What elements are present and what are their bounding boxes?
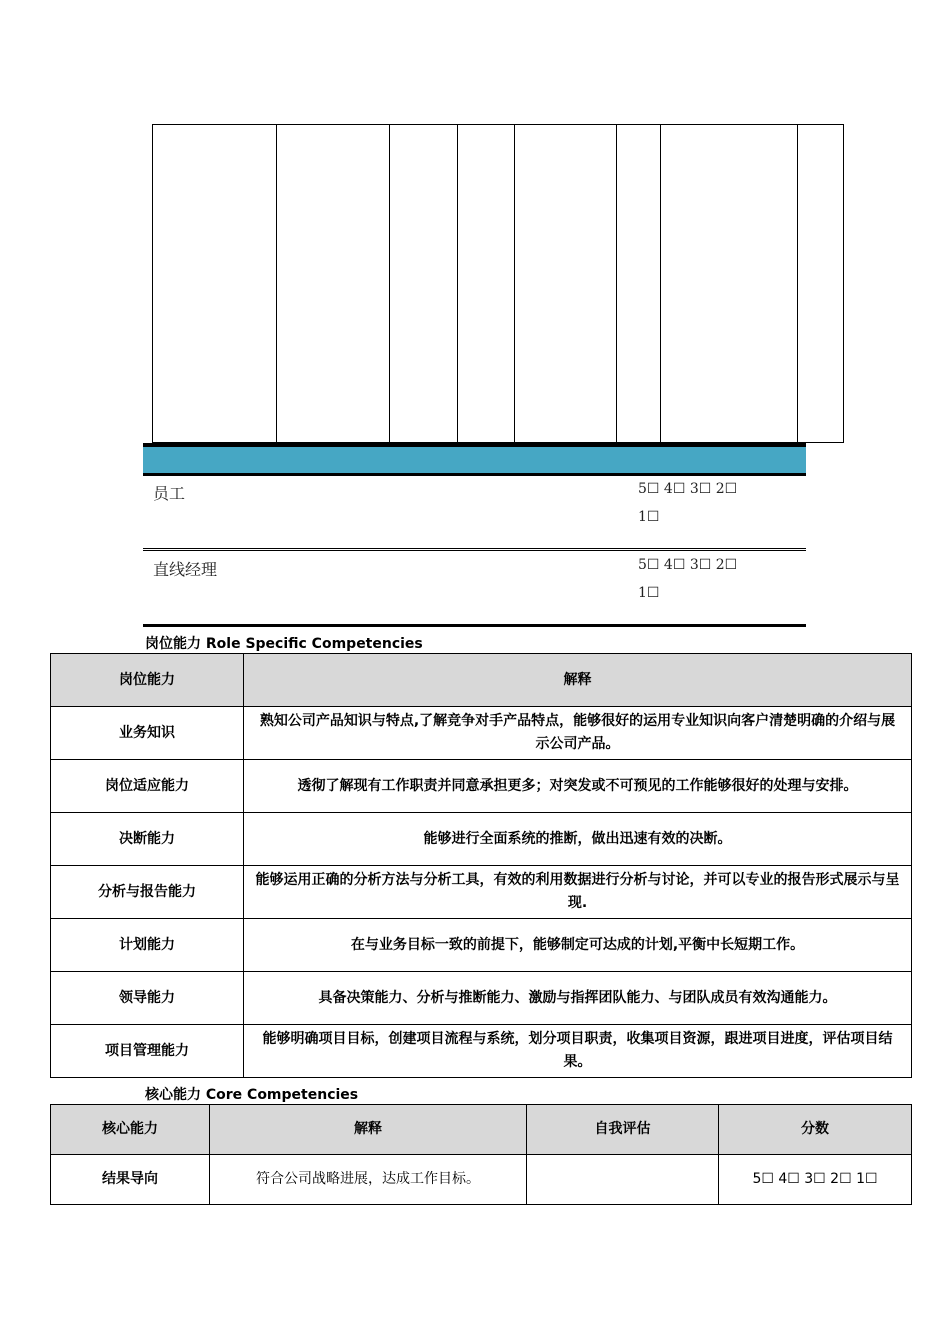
core-section-title: 核心能力 Core Competencies	[145, 1087, 359, 1103]
grid-divider	[797, 124, 798, 444]
table-row	[51, 1025, 912, 1078]
competency-name: 结果导向	[51, 1155, 210, 1205]
table-row	[51, 813, 912, 866]
grid-divider	[660, 124, 661, 444]
manager-rating-line1[interactable]: 5☐ 4☐ 3☐ 2☐	[638, 557, 738, 573]
competency-name: 项目管理能力	[51, 1025, 244, 1078]
rule-thick	[143, 473, 806, 476]
role-competency-table	[50, 653, 912, 1078]
grid-divider	[514, 124, 515, 444]
column-header: 解释	[244, 654, 912, 707]
column-header: 自我评估	[527, 1105, 719, 1155]
column-header: 岗位能力	[51, 654, 244, 707]
grid-divider	[389, 124, 390, 444]
manager-rating-line2[interactable]: 1☐	[638, 585, 660, 601]
competency-name: 岗位适应能力	[51, 760, 244, 813]
employee-label: 员工	[153, 484, 186, 503]
competency-name: 业务知识	[51, 707, 244, 760]
competency-desc: 在与业务目标一致的前提下，能够制定可达成的计划,平衡中长短期工作。	[244, 919, 912, 972]
manager-label: 直线经理	[153, 560, 218, 579]
competency-desc: 能够明确项目目标，创建项目流程与系统，划分项目职责，收集项目资源，跟进项目进度，评估项目结果。	[244, 1025, 912, 1078]
table-row	[51, 972, 912, 1025]
grid-divider	[616, 124, 617, 444]
employee-rating-line2[interactable]: 1☐	[638, 509, 660, 525]
table-row	[51, 1155, 912, 1205]
grid-divider	[457, 124, 458, 444]
role-section-title: 岗位能力 Role Specific Competencies	[145, 636, 423, 652]
employee-rating-line1[interactable]: 5☐ 4☐ 3☐ 2☐	[638, 481, 738, 497]
empty-grid-frame	[152, 124, 844, 443]
competency-name: 计划能力	[51, 919, 244, 972]
competency-name: 领导能力	[51, 972, 244, 1025]
grid-divider	[276, 124, 277, 444]
column-header: 解释	[210, 1105, 527, 1155]
competency-desc: 能够运用正确的分析方法与分析工具，有效的利用数据进行分析与讨论，并可以专业的报告形式展示与呈现.	[244, 866, 912, 919]
rule-thick	[143, 624, 806, 627]
column-header: 核心能力	[51, 1105, 210, 1155]
core-competency-table	[50, 1104, 912, 1205]
competency-desc: 能够进行全面系统的推断，做出迅速有效的决断。	[244, 813, 912, 866]
competency-desc: 透彻了解现有工作职责并同意承担更多；对突发或不可预见的工作能够很好的处理与安排。	[244, 760, 912, 813]
competency-name: 决断能力	[51, 813, 244, 866]
table-row	[51, 919, 912, 972]
table-row	[51, 866, 912, 919]
table-row	[51, 760, 912, 813]
self-assessment-cell[interactable]	[527, 1155, 719, 1205]
score-options[interactable]: 5☐ 4☐ 3☐ 2☐ 1☐	[719, 1155, 912, 1205]
competency-name: 分析与报告能力	[51, 866, 244, 919]
table-row	[51, 707, 912, 760]
competency-desc: 符合公司战略进展，达成工作目标。	[210, 1155, 527, 1205]
header-band	[143, 447, 806, 473]
column-header: 分数	[719, 1105, 912, 1155]
competency-desc: 熟知公司产品知识与特点,了解竞争对手产品特点，能够很好的运用专业知识向客户清楚明确的介绍与展示公司产品。	[244, 707, 912, 760]
rule-double	[143, 548, 806, 551]
competency-desc: 具备决策能力、分析与推断能力、激励与指挥团队能力、与团队成员有效沟通能力。	[244, 972, 912, 1025]
